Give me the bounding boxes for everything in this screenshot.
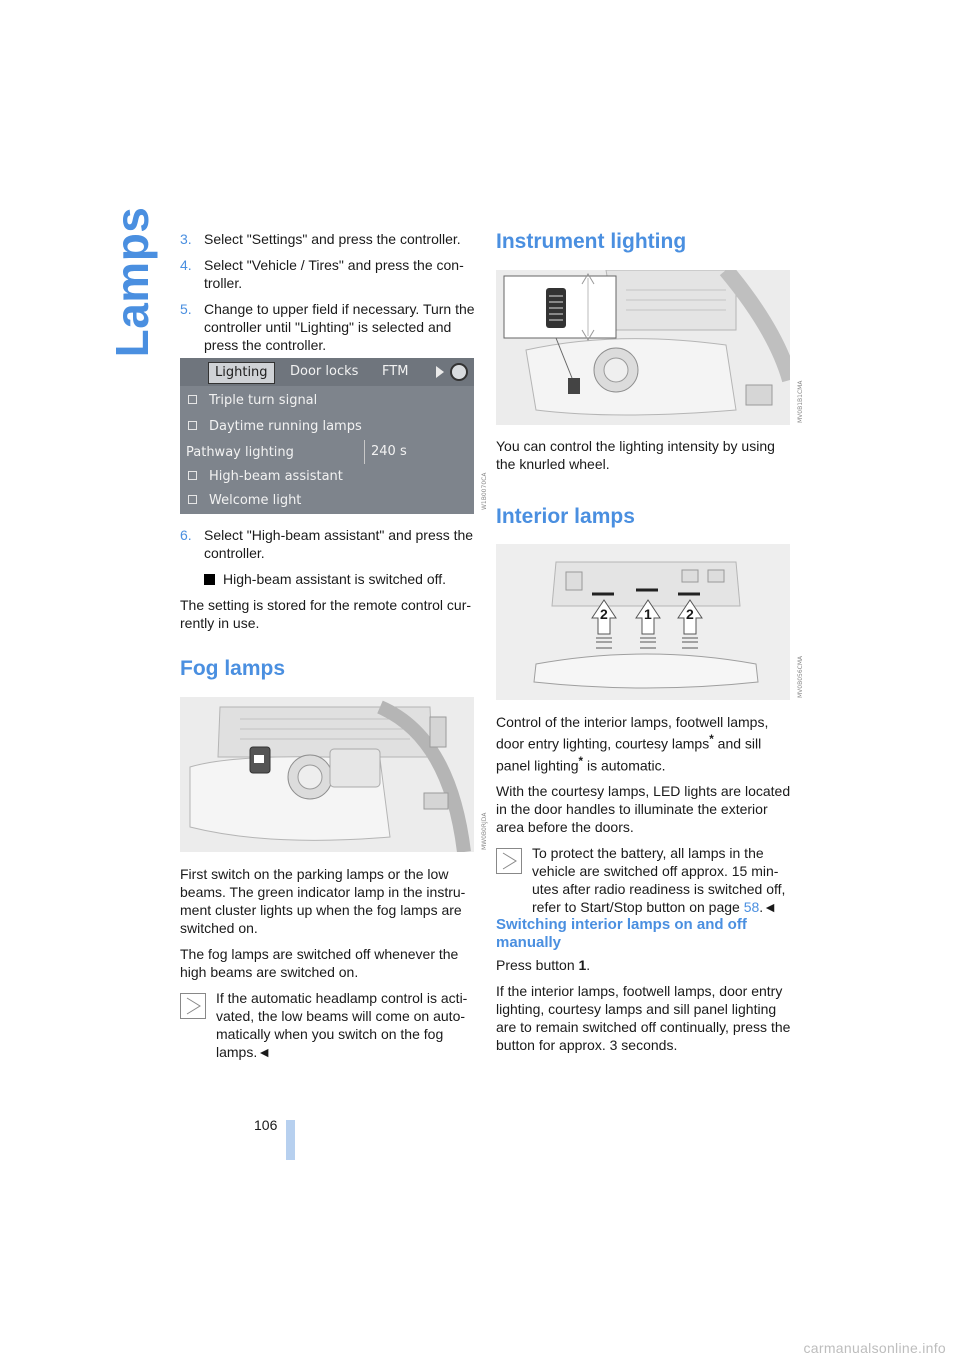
step-number: 4. xyxy=(180,257,192,273)
switching-text-block xyxy=(496,956,791,1062)
step-text: Select "Vehicle / Tires" and press the con-troller. xyxy=(204,257,464,291)
step-3 xyxy=(180,230,475,248)
menu-item-high-beam[interactable] xyxy=(180,464,474,490)
step-text: Select "Settings" and press the controller. xyxy=(204,231,461,247)
checkbox-icon xyxy=(188,421,197,430)
step-number: 5. xyxy=(180,301,192,317)
step-number: 3. xyxy=(180,231,192,247)
text: . xyxy=(586,957,591,973)
watermark: carmanualsonline.info xyxy=(803,1340,946,1356)
option-star: * xyxy=(578,754,584,768)
section-title xyxy=(106,206,158,358)
step-5 xyxy=(180,300,475,354)
interior-paragraph-1 xyxy=(496,713,791,774)
fog-text-block xyxy=(180,865,475,1061)
text: Press button xyxy=(496,957,579,973)
checkbox-icon xyxy=(188,471,197,480)
section-title-text: Lamps xyxy=(106,206,158,358)
left-column xyxy=(180,230,475,362)
option-star: * xyxy=(709,733,714,746)
menu-item-welcome[interactable] xyxy=(180,488,474,514)
step-4 xyxy=(180,256,475,292)
page-link[interactable]: 58 xyxy=(743,899,760,916)
fog-lamps-figure xyxy=(180,697,474,852)
battery-note xyxy=(496,844,791,916)
checkbox-icon xyxy=(188,495,197,504)
left-column-lower xyxy=(180,526,475,640)
switching-paragraph: If the interior lamps, footwell lamps, door entry lighting, courtesy lamps and sill panel lighting are to remain switched off continually, press the button for approx. 3 seconds. xyxy=(496,983,791,1053)
fog-paragraph-2: The fog lamps are switched off whenever the high beams are switched on. xyxy=(180,946,459,980)
page-bar xyxy=(286,1120,295,1160)
menu-item-label: High-beam assistant xyxy=(209,469,343,484)
menu-item-label: Triple turn signal xyxy=(209,393,318,408)
callout-label: 2 xyxy=(600,606,608,622)
step-number: 6. xyxy=(180,527,192,543)
fog-lamps-heading: Fog lamps xyxy=(180,657,286,680)
text: and sill panel lighting xyxy=(496,735,762,774)
interior-lamps-figure xyxy=(496,544,790,700)
tab-lighting[interactable]: Lighting xyxy=(208,362,275,384)
note-triangle-icon xyxy=(180,993,206,1019)
button-ref: 1 xyxy=(578,957,587,973)
menu-tab-bar xyxy=(180,358,474,386)
lighting-menu-figure xyxy=(180,358,474,514)
menu-item-label: Daytime running lamps xyxy=(209,419,362,434)
step-6 xyxy=(180,526,475,562)
page-number: 106 xyxy=(254,1117,278,1133)
callout-label: 2 xyxy=(686,606,694,622)
fog-image-code: MW0B0RJDA xyxy=(481,812,488,850)
text: Control of the interior lamps, footwell lamps, door entry lighting, courtesy lamps xyxy=(496,714,769,752)
checkbox-note xyxy=(180,570,475,588)
step-text: Change to upper field if necessary. Turn the controller until "Lighting" is selected and press the controller. xyxy=(204,301,475,353)
text: is automatic. xyxy=(583,757,666,774)
checkbox-icon xyxy=(188,395,197,404)
note-triangle-icon xyxy=(496,848,522,874)
fog-lamps-drawing xyxy=(180,697,474,852)
menu-item-label: Welcome light xyxy=(209,493,302,508)
interior-image-code: MV0B056CMA xyxy=(797,655,804,698)
instrument-lighting-figure xyxy=(496,270,790,425)
arrow-right-icon xyxy=(436,366,444,378)
note-end: .◄ xyxy=(759,899,778,916)
interior-lamps-drawing xyxy=(496,544,790,700)
fog-paragraph-1: First switch on the parking lamps or the low beams. The green indicator lamp in the instru-ment cluster lights up when the fog lamps are switched on. xyxy=(180,866,466,936)
controller-icon xyxy=(450,363,468,381)
checkbox-text: High-beam assistant is switched off. xyxy=(223,571,447,587)
menu-item-daytime[interactable] xyxy=(180,414,474,440)
instrument-image-code: MV0B1B1CMA xyxy=(797,380,804,423)
interior-lamps-heading: Interior lamps xyxy=(496,505,635,528)
instrument-lighting-drawing xyxy=(496,270,790,425)
interior-text-block xyxy=(496,713,791,916)
battery-note-text: To protect the battery, all lamps in the vehicle are switched off approx. 15 min-utes after radio readiness is switched off, refer to Start/Stop button on page xyxy=(532,845,786,916)
interior-paragraph-2: With the courtesy lamps, LED lights are located in the door handles to illuminate the exterior area before the doors. xyxy=(496,783,791,836)
menu-item-triple-turn[interactable] xyxy=(180,388,474,414)
tab-ftm[interactable]: FTM xyxy=(382,364,409,379)
instrument-text-block xyxy=(496,437,791,481)
fog-note xyxy=(180,989,475,1061)
step-text: Select "High-beam assistant" and press the controller. xyxy=(204,527,474,561)
switching-heading: Switching interior lamps on and off manually xyxy=(496,916,747,951)
press-button-line xyxy=(496,956,791,974)
pathway-value[interactable]: 240 s xyxy=(364,440,433,464)
instrument-text: You can control the lighting intensity by using the knurled wheel. xyxy=(496,438,775,472)
menu-image-code: W1B0070CA xyxy=(481,472,488,510)
checkbox-filled-icon xyxy=(204,574,215,585)
fog-note-text: If the automatic headlamp control is acti-vated, the low beams will come on auto-matically when you switch on the fog lamps.◄ xyxy=(216,990,468,1060)
menu-item-label: Pathway lighting xyxy=(186,445,294,460)
tab-door-locks[interactable]: Door locks xyxy=(290,364,359,379)
callout-label: 1 xyxy=(644,606,652,622)
instrument-lighting-heading: Instrument lighting xyxy=(496,230,687,253)
stored-text: The setting is stored for the remote control cur-rently in use. xyxy=(180,597,472,631)
